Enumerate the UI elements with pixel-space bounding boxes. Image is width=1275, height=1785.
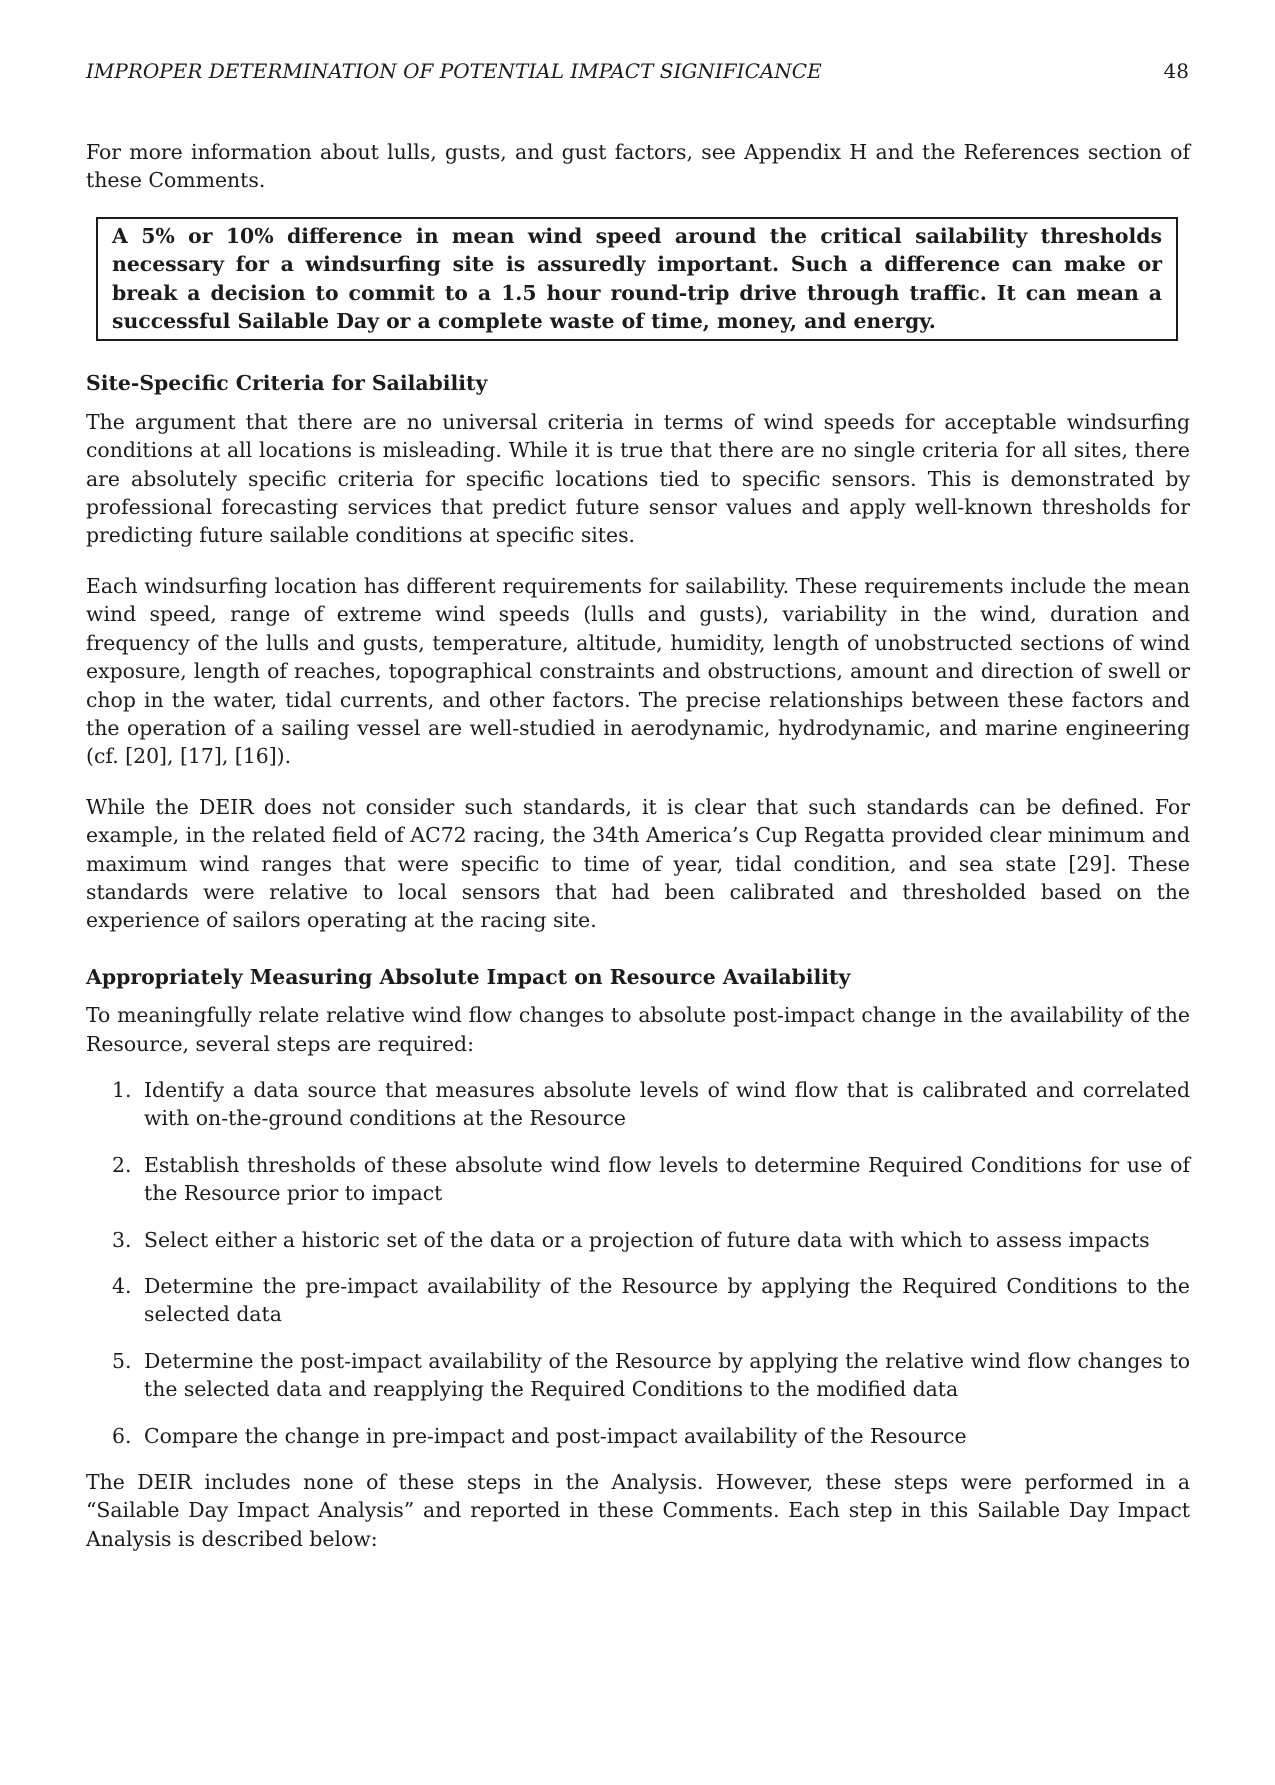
- list-item-text: Determine the post-impact availability of the Resource by applying the relative wind flow changes to the selected data and reapplying the Required Conditions to the modified data: [144, 1348, 1190, 1402]
- callout-box: A 5% or 10% difference in mean wind speed around the critical sailability thresholds necessary for a windsurfing site is assuredly important. Such a difference can make or break a decision to commit to a 1.5 hour round-trip drive through traffic. It can mean a successful Sailable Day or a complete waste of time, money, and energy.: [96, 217, 1178, 342]
- section1-paragraph: Each windsurfing location has different requirements for sailability. These requirements include the mean wind speed, range of extreme wind speeds (lulls and gusts), variability in the wind, duration and frequency of the lulls and gusts, temperature, altitude, humidity, length of unobstructed sections of wind exposure, length of reaches, topographical constraints and obstructions, amount and direction of swell or chop in the water, tidal currents, and other factors. The precise relationships between these factors and the operation of a sailing vessel are well-studied in aerodynamic, hydrodynamic, and marine engineering (cf. [20], [17], [16]).: [86, 573, 1190, 769]
- list-item-text: Compare the change in pre-impact and post-impact availability of the Resource: [144, 1423, 967, 1448]
- intro-paragraph: For more information about lulls, gusts, and gust factors, see Appendix H and the References section of these Comments.: [86, 140, 1190, 193]
- running-title: IMPROPER DETERMINATION OF POTENTIAL IMPACT SIGNIFICANCE: [86, 59, 822, 83]
- list-item-number: 3.: [112, 1227, 132, 1252]
- list-item: [86, 1151, 1190, 1208]
- running-header: [86, 58, 1189, 84]
- list-item-number: 4.: [112, 1274, 132, 1298]
- list-item: [86, 1272, 1190, 1329]
- list-item-text: Determine the pre-impact availability of the Resource by applying the Required Conditions to the selected data: [144, 1274, 1190, 1327]
- section1-paragraph: While the DEIR does not consider such standards, it is clear that such standards can be defined. For example, in the related field of AC72 racing, the 34th America’s Cup Regatta provided clear minimum and maximum wind ranges that were specific to time of year, tidal condition, and sea state [29]. These standards were relative to local sensors that had been calibrated and thresholded based on the experience of sailors operating at the racing site.: [86, 794, 1190, 933]
- list-item-number: 6.: [112, 1423, 132, 1448]
- list-item-number: 5.: [112, 1348, 132, 1373]
- list-item-number: 2.: [112, 1152, 132, 1177]
- page-number: 48: [1163, 59, 1189, 83]
- list-item-text: Identify a data source that measures absolute levels of wind flow that is calibrated and correlated with on-the-ground conditions at the Resource: [144, 1077, 1190, 1131]
- list-item-text: Select either a historic set of the data or a projection of future data with which to assess impacts: [144, 1227, 1150, 1252]
- list-item-text: Establish thresholds of these absolute wind flow levels to determine Required Conditions for use of the Resource prior to impact: [144, 1152, 1190, 1206]
- steps-list: [86, 1076, 1190, 1450]
- section-heading-absolute-impact: Appropriately Measuring Absolute Impact on Resource Availability: [86, 964, 851, 989]
- list-item-number: 1.: [112, 1077, 132, 1102]
- page-body: [86, 138, 1190, 1553]
- list-item: [86, 1347, 1190, 1404]
- section2-closing: The DEIR includes none of these steps in the Analysis. However, these steps were performed in a “Sailable Day Impact Analysis” and reported in these Comments. Each step in this Sailable Day Impact Analysis is described below:: [86, 1470, 1190, 1551]
- list-item: [86, 1076, 1190, 1133]
- section2-intro: To meaningfully relate relative wind flow changes to absolute post-impact change in the availability of the Resource, several steps are required:: [86, 1003, 1190, 1056]
- section-heading-site-specific: Site-Specific Criteria for Sailability: [86, 371, 488, 396]
- list-item: [86, 1226, 1190, 1254]
- list-item: [86, 1422, 1190, 1450]
- section1-paragraph: The argument that there are no universal criteria in terms of wind speeds for acceptable windsurfing conditions at all locations is misleading. While it is true that there are no single criteria for all sites, there are absolutely specific criteria for specific locations tied to specific sensors. This is demonstrated by professional forecasting services that predict future sensor values and apply well-known thresholds for predicting future sailable conditions at specific sites.: [86, 409, 1190, 548]
